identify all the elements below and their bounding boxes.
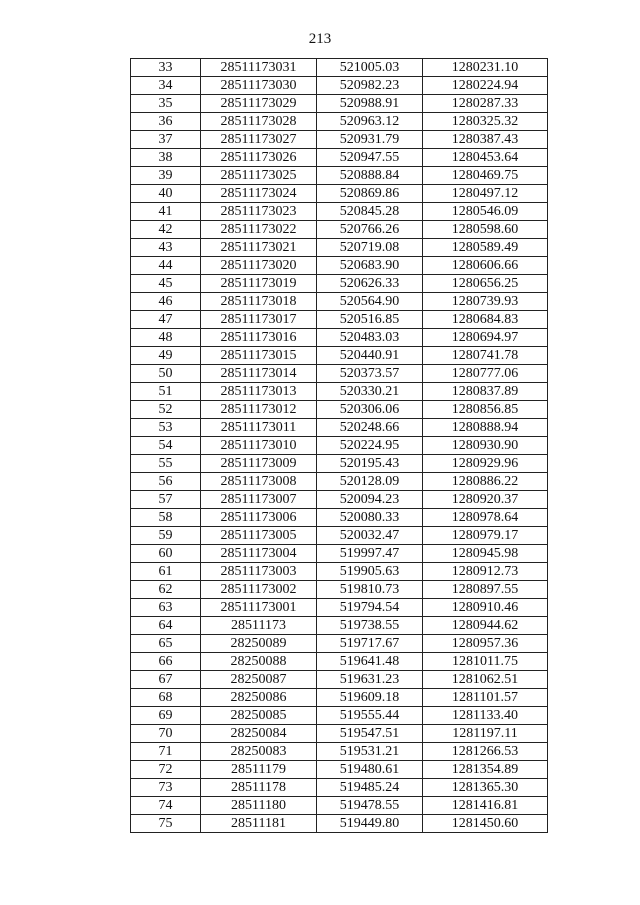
point-id-cell: 28250088 xyxy=(201,653,317,671)
row-number-cell: 74 xyxy=(131,797,201,815)
row-number-cell: 37 xyxy=(131,131,201,149)
row-number-cell: 42 xyxy=(131,221,201,239)
y-coordinate-cell: 1280978.64 xyxy=(423,509,548,527)
table-row xyxy=(131,185,548,203)
y-coordinate-cell: 1280606.66 xyxy=(423,257,548,275)
x-coordinate-cell: 519905.63 xyxy=(317,563,423,581)
row-number-cell: 38 xyxy=(131,149,201,167)
y-coordinate-cell: 1280944.62 xyxy=(423,617,548,635)
point-id-cell: 28511173014 xyxy=(201,365,317,383)
y-coordinate-cell: 1280287.33 xyxy=(423,95,548,113)
table-row xyxy=(131,365,548,383)
row-number-cell: 71 xyxy=(131,743,201,761)
point-id-cell: 28511173023 xyxy=(201,203,317,221)
x-coordinate-cell: 519531.21 xyxy=(317,743,423,761)
point-id-cell: 28511173017 xyxy=(201,311,317,329)
row-number-cell: 46 xyxy=(131,293,201,311)
y-coordinate-cell: 1280741.78 xyxy=(423,347,548,365)
point-id-cell: 28250085 xyxy=(201,707,317,725)
point-id-cell: 28511178 xyxy=(201,779,317,797)
table-row xyxy=(131,689,548,707)
table-row xyxy=(131,437,548,455)
y-coordinate-cell: 1280910.46 xyxy=(423,599,548,617)
table-row xyxy=(131,131,548,149)
y-coordinate-cell: 1280694.97 xyxy=(423,329,548,347)
row-number-cell: 48 xyxy=(131,329,201,347)
point-id-cell: 28511173013 xyxy=(201,383,317,401)
row-number-cell: 53 xyxy=(131,419,201,437)
table-row xyxy=(131,59,548,77)
y-coordinate-cell: 1280589.49 xyxy=(423,239,548,257)
x-coordinate-cell: 520988.91 xyxy=(317,95,423,113)
table-row xyxy=(131,563,548,581)
point-id-cell: 28511173031 xyxy=(201,59,317,77)
row-number-cell: 54 xyxy=(131,437,201,455)
point-id-cell: 28511173003 xyxy=(201,563,317,581)
table-row xyxy=(131,581,548,599)
x-coordinate-cell: 520845.28 xyxy=(317,203,423,221)
table-row xyxy=(131,113,548,131)
table-row xyxy=(131,509,548,527)
y-coordinate-cell: 1280930.90 xyxy=(423,437,548,455)
table-row xyxy=(131,545,548,563)
y-coordinate-cell: 1280837.89 xyxy=(423,383,548,401)
y-coordinate-cell: 1280957.36 xyxy=(423,635,548,653)
row-number-cell: 55 xyxy=(131,455,201,473)
table-row xyxy=(131,743,548,761)
table-row xyxy=(131,635,548,653)
table-row xyxy=(131,527,548,545)
x-coordinate-cell: 519449.80 xyxy=(317,815,423,833)
point-id-cell: 28250084 xyxy=(201,725,317,743)
point-id-cell: 28511173021 xyxy=(201,239,317,257)
table-row xyxy=(131,401,548,419)
table-row xyxy=(131,77,548,95)
row-number-cell: 64 xyxy=(131,617,201,635)
table-row xyxy=(131,761,548,779)
x-coordinate-cell: 519485.24 xyxy=(317,779,423,797)
table-row xyxy=(131,797,548,815)
point-id-cell: 28511173 xyxy=(201,617,317,635)
x-coordinate-cell: 520094.23 xyxy=(317,491,423,509)
x-coordinate-cell: 519794.54 xyxy=(317,599,423,617)
table-row xyxy=(131,815,548,833)
x-coordinate-cell: 519997.47 xyxy=(317,545,423,563)
table-row xyxy=(131,275,548,293)
table-row xyxy=(131,455,548,473)
x-coordinate-cell: 520440.91 xyxy=(317,347,423,365)
point-id-cell: 28511173030 xyxy=(201,77,317,95)
table-row xyxy=(131,221,548,239)
x-coordinate-cell: 520128.09 xyxy=(317,473,423,491)
x-coordinate-cell: 520080.33 xyxy=(317,509,423,527)
row-number-cell: 40 xyxy=(131,185,201,203)
y-coordinate-cell: 1280920.37 xyxy=(423,491,548,509)
row-number-cell: 43 xyxy=(131,239,201,257)
point-id-cell: 28511173019 xyxy=(201,275,317,293)
row-number-cell: 44 xyxy=(131,257,201,275)
point-id-cell: 28511181 xyxy=(201,815,317,833)
point-id-cell: 28511173011 xyxy=(201,419,317,437)
row-number-cell: 66 xyxy=(131,653,201,671)
row-number-cell: 58 xyxy=(131,509,201,527)
coordinates-table xyxy=(130,58,548,833)
x-coordinate-cell: 520373.57 xyxy=(317,365,423,383)
table-row xyxy=(131,149,548,167)
x-coordinate-cell: 520766.26 xyxy=(317,221,423,239)
point-id-cell: 28511173001 xyxy=(201,599,317,617)
point-id-cell: 28511173012 xyxy=(201,401,317,419)
x-coordinate-cell: 520195.43 xyxy=(317,455,423,473)
row-number-cell: 51 xyxy=(131,383,201,401)
y-coordinate-cell: 1280886.22 xyxy=(423,473,548,491)
x-coordinate-cell: 520564.90 xyxy=(317,293,423,311)
row-number-cell: 41 xyxy=(131,203,201,221)
x-coordinate-cell: 519547.51 xyxy=(317,725,423,743)
table-row xyxy=(131,347,548,365)
row-number-cell: 47 xyxy=(131,311,201,329)
row-number-cell: 69 xyxy=(131,707,201,725)
point-id-cell: 28511173024 xyxy=(201,185,317,203)
row-number-cell: 33 xyxy=(131,59,201,77)
table-row xyxy=(131,257,548,275)
x-coordinate-cell: 521005.03 xyxy=(317,59,423,77)
y-coordinate-cell: 1280856.85 xyxy=(423,401,548,419)
table-row xyxy=(131,203,548,221)
x-coordinate-cell: 520982.23 xyxy=(317,77,423,95)
table-row xyxy=(131,239,548,257)
y-coordinate-cell: 1280546.09 xyxy=(423,203,548,221)
y-coordinate-cell: 1281133.40 xyxy=(423,707,548,725)
x-coordinate-cell: 519609.18 xyxy=(317,689,423,707)
y-coordinate-cell: 1280231.10 xyxy=(423,59,548,77)
point-id-cell: 28511173029 xyxy=(201,95,317,113)
x-coordinate-cell: 520330.21 xyxy=(317,383,423,401)
x-coordinate-cell: 519810.73 xyxy=(317,581,423,599)
x-coordinate-cell: 519717.67 xyxy=(317,635,423,653)
table-row xyxy=(131,779,548,797)
table-row xyxy=(131,95,548,113)
y-coordinate-cell: 1281011.75 xyxy=(423,653,548,671)
y-coordinate-cell: 1280912.73 xyxy=(423,563,548,581)
point-id-cell: 28511173016 xyxy=(201,329,317,347)
y-coordinate-cell: 1281197.11 xyxy=(423,725,548,743)
row-number-cell: 70 xyxy=(131,725,201,743)
x-coordinate-cell: 519478.55 xyxy=(317,797,423,815)
point-id-cell: 28511173004 xyxy=(201,545,317,563)
point-id-cell: 28511180 xyxy=(201,797,317,815)
row-number-cell: 75 xyxy=(131,815,201,833)
x-coordinate-cell: 520626.33 xyxy=(317,275,423,293)
table-row xyxy=(131,311,548,329)
y-coordinate-cell: 1281101.57 xyxy=(423,689,548,707)
table-row xyxy=(131,725,548,743)
y-coordinate-cell: 1280945.98 xyxy=(423,545,548,563)
x-coordinate-cell: 519631.23 xyxy=(317,671,423,689)
row-number-cell: 67 xyxy=(131,671,201,689)
x-coordinate-cell: 520931.79 xyxy=(317,131,423,149)
y-coordinate-cell: 1281062.51 xyxy=(423,671,548,689)
point-id-cell: 28511173015 xyxy=(201,347,317,365)
table-row xyxy=(131,491,548,509)
table-row xyxy=(131,419,548,437)
row-number-cell: 36 xyxy=(131,113,201,131)
x-coordinate-cell: 520032.47 xyxy=(317,527,423,545)
y-coordinate-cell: 1280929.96 xyxy=(423,455,548,473)
row-number-cell: 63 xyxy=(131,599,201,617)
table-row xyxy=(131,617,548,635)
row-number-cell: 73 xyxy=(131,779,201,797)
point-id-cell: 28511173028 xyxy=(201,113,317,131)
x-coordinate-cell: 520719.08 xyxy=(317,239,423,257)
y-coordinate-cell: 1280979.17 xyxy=(423,527,548,545)
point-id-cell: 28250089 xyxy=(201,635,317,653)
y-coordinate-cell: 1280453.64 xyxy=(423,149,548,167)
y-coordinate-cell: 1280224.94 xyxy=(423,77,548,95)
row-number-cell: 57 xyxy=(131,491,201,509)
row-number-cell: 52 xyxy=(131,401,201,419)
x-coordinate-cell: 520869.86 xyxy=(317,185,423,203)
point-id-cell: 28511173025 xyxy=(201,167,317,185)
y-coordinate-cell: 1281365.30 xyxy=(423,779,548,797)
table-row xyxy=(131,167,548,185)
x-coordinate-cell: 520947.55 xyxy=(317,149,423,167)
x-coordinate-cell: 520516.85 xyxy=(317,311,423,329)
x-coordinate-cell: 519555.44 xyxy=(317,707,423,725)
x-coordinate-cell: 520224.95 xyxy=(317,437,423,455)
row-number-cell: 35 xyxy=(131,95,201,113)
point-id-cell: 28511173018 xyxy=(201,293,317,311)
row-number-cell: 50 xyxy=(131,365,201,383)
row-number-cell: 61 xyxy=(131,563,201,581)
page-number: 213 xyxy=(308,31,332,47)
table-row xyxy=(131,329,548,347)
table-row xyxy=(131,599,548,617)
row-number-cell: 68 xyxy=(131,689,201,707)
y-coordinate-cell: 1280325.32 xyxy=(423,113,548,131)
row-number-cell: 59 xyxy=(131,527,201,545)
point-id-cell: 28250087 xyxy=(201,671,317,689)
x-coordinate-cell: 520683.90 xyxy=(317,257,423,275)
y-coordinate-cell: 1281354.89 xyxy=(423,761,548,779)
y-coordinate-cell: 1280387.43 xyxy=(423,131,548,149)
point-id-cell: 28511173009 xyxy=(201,455,317,473)
y-coordinate-cell: 1280598.60 xyxy=(423,221,548,239)
table-row xyxy=(131,473,548,491)
x-coordinate-cell: 520483.03 xyxy=(317,329,423,347)
row-number-cell: 56 xyxy=(131,473,201,491)
point-id-cell: 28511173008 xyxy=(201,473,317,491)
y-coordinate-cell: 1280888.94 xyxy=(423,419,548,437)
x-coordinate-cell: 520306.06 xyxy=(317,401,423,419)
point-id-cell: 28511179 xyxy=(201,761,317,779)
y-coordinate-cell: 1280684.83 xyxy=(423,311,548,329)
row-number-cell: 45 xyxy=(131,275,201,293)
table-row xyxy=(131,383,548,401)
row-number-cell: 62 xyxy=(131,581,201,599)
point-id-cell: 28511173005 xyxy=(201,527,317,545)
x-coordinate-cell: 520888.84 xyxy=(317,167,423,185)
point-id-cell: 28511173006 xyxy=(201,509,317,527)
row-number-cell: 60 xyxy=(131,545,201,563)
point-id-cell: 28511173007 xyxy=(201,491,317,509)
row-number-cell: 72 xyxy=(131,761,201,779)
x-coordinate-cell: 520248.66 xyxy=(317,419,423,437)
y-coordinate-cell: 1280777.06 xyxy=(423,365,548,383)
y-coordinate-cell: 1280897.55 xyxy=(423,581,548,599)
y-coordinate-cell: 1280497.12 xyxy=(423,185,548,203)
point-id-cell: 28250086 xyxy=(201,689,317,707)
y-coordinate-cell: 1281266.53 xyxy=(423,743,548,761)
table-row xyxy=(131,707,548,725)
table-row xyxy=(131,293,548,311)
point-id-cell: 28511173020 xyxy=(201,257,317,275)
x-coordinate-cell: 519480.61 xyxy=(317,761,423,779)
y-coordinate-cell: 1280739.93 xyxy=(423,293,548,311)
y-coordinate-cell: 1280469.75 xyxy=(423,167,548,185)
point-id-cell: 28511173026 xyxy=(201,149,317,167)
table-row xyxy=(131,653,548,671)
row-number-cell: 34 xyxy=(131,77,201,95)
y-coordinate-cell: 1281416.81 xyxy=(423,797,548,815)
row-number-cell: 39 xyxy=(131,167,201,185)
point-id-cell: 28511173022 xyxy=(201,221,317,239)
point-id-cell: 28511173002 xyxy=(201,581,317,599)
table-row xyxy=(131,671,548,689)
y-coordinate-cell: 1281450.60 xyxy=(423,815,548,833)
row-number-cell: 49 xyxy=(131,347,201,365)
point-id-cell: 28511173027 xyxy=(201,131,317,149)
y-coordinate-cell: 1280656.25 xyxy=(423,275,548,293)
point-id-cell: 28511173010 xyxy=(201,437,317,455)
x-coordinate-cell: 519738.55 xyxy=(317,617,423,635)
row-number-cell: 65 xyxy=(131,635,201,653)
x-coordinate-cell: 519641.48 xyxy=(317,653,423,671)
x-coordinate-cell: 520963.12 xyxy=(317,113,423,131)
point-id-cell: 28250083 xyxy=(201,743,317,761)
table-body xyxy=(131,59,548,833)
